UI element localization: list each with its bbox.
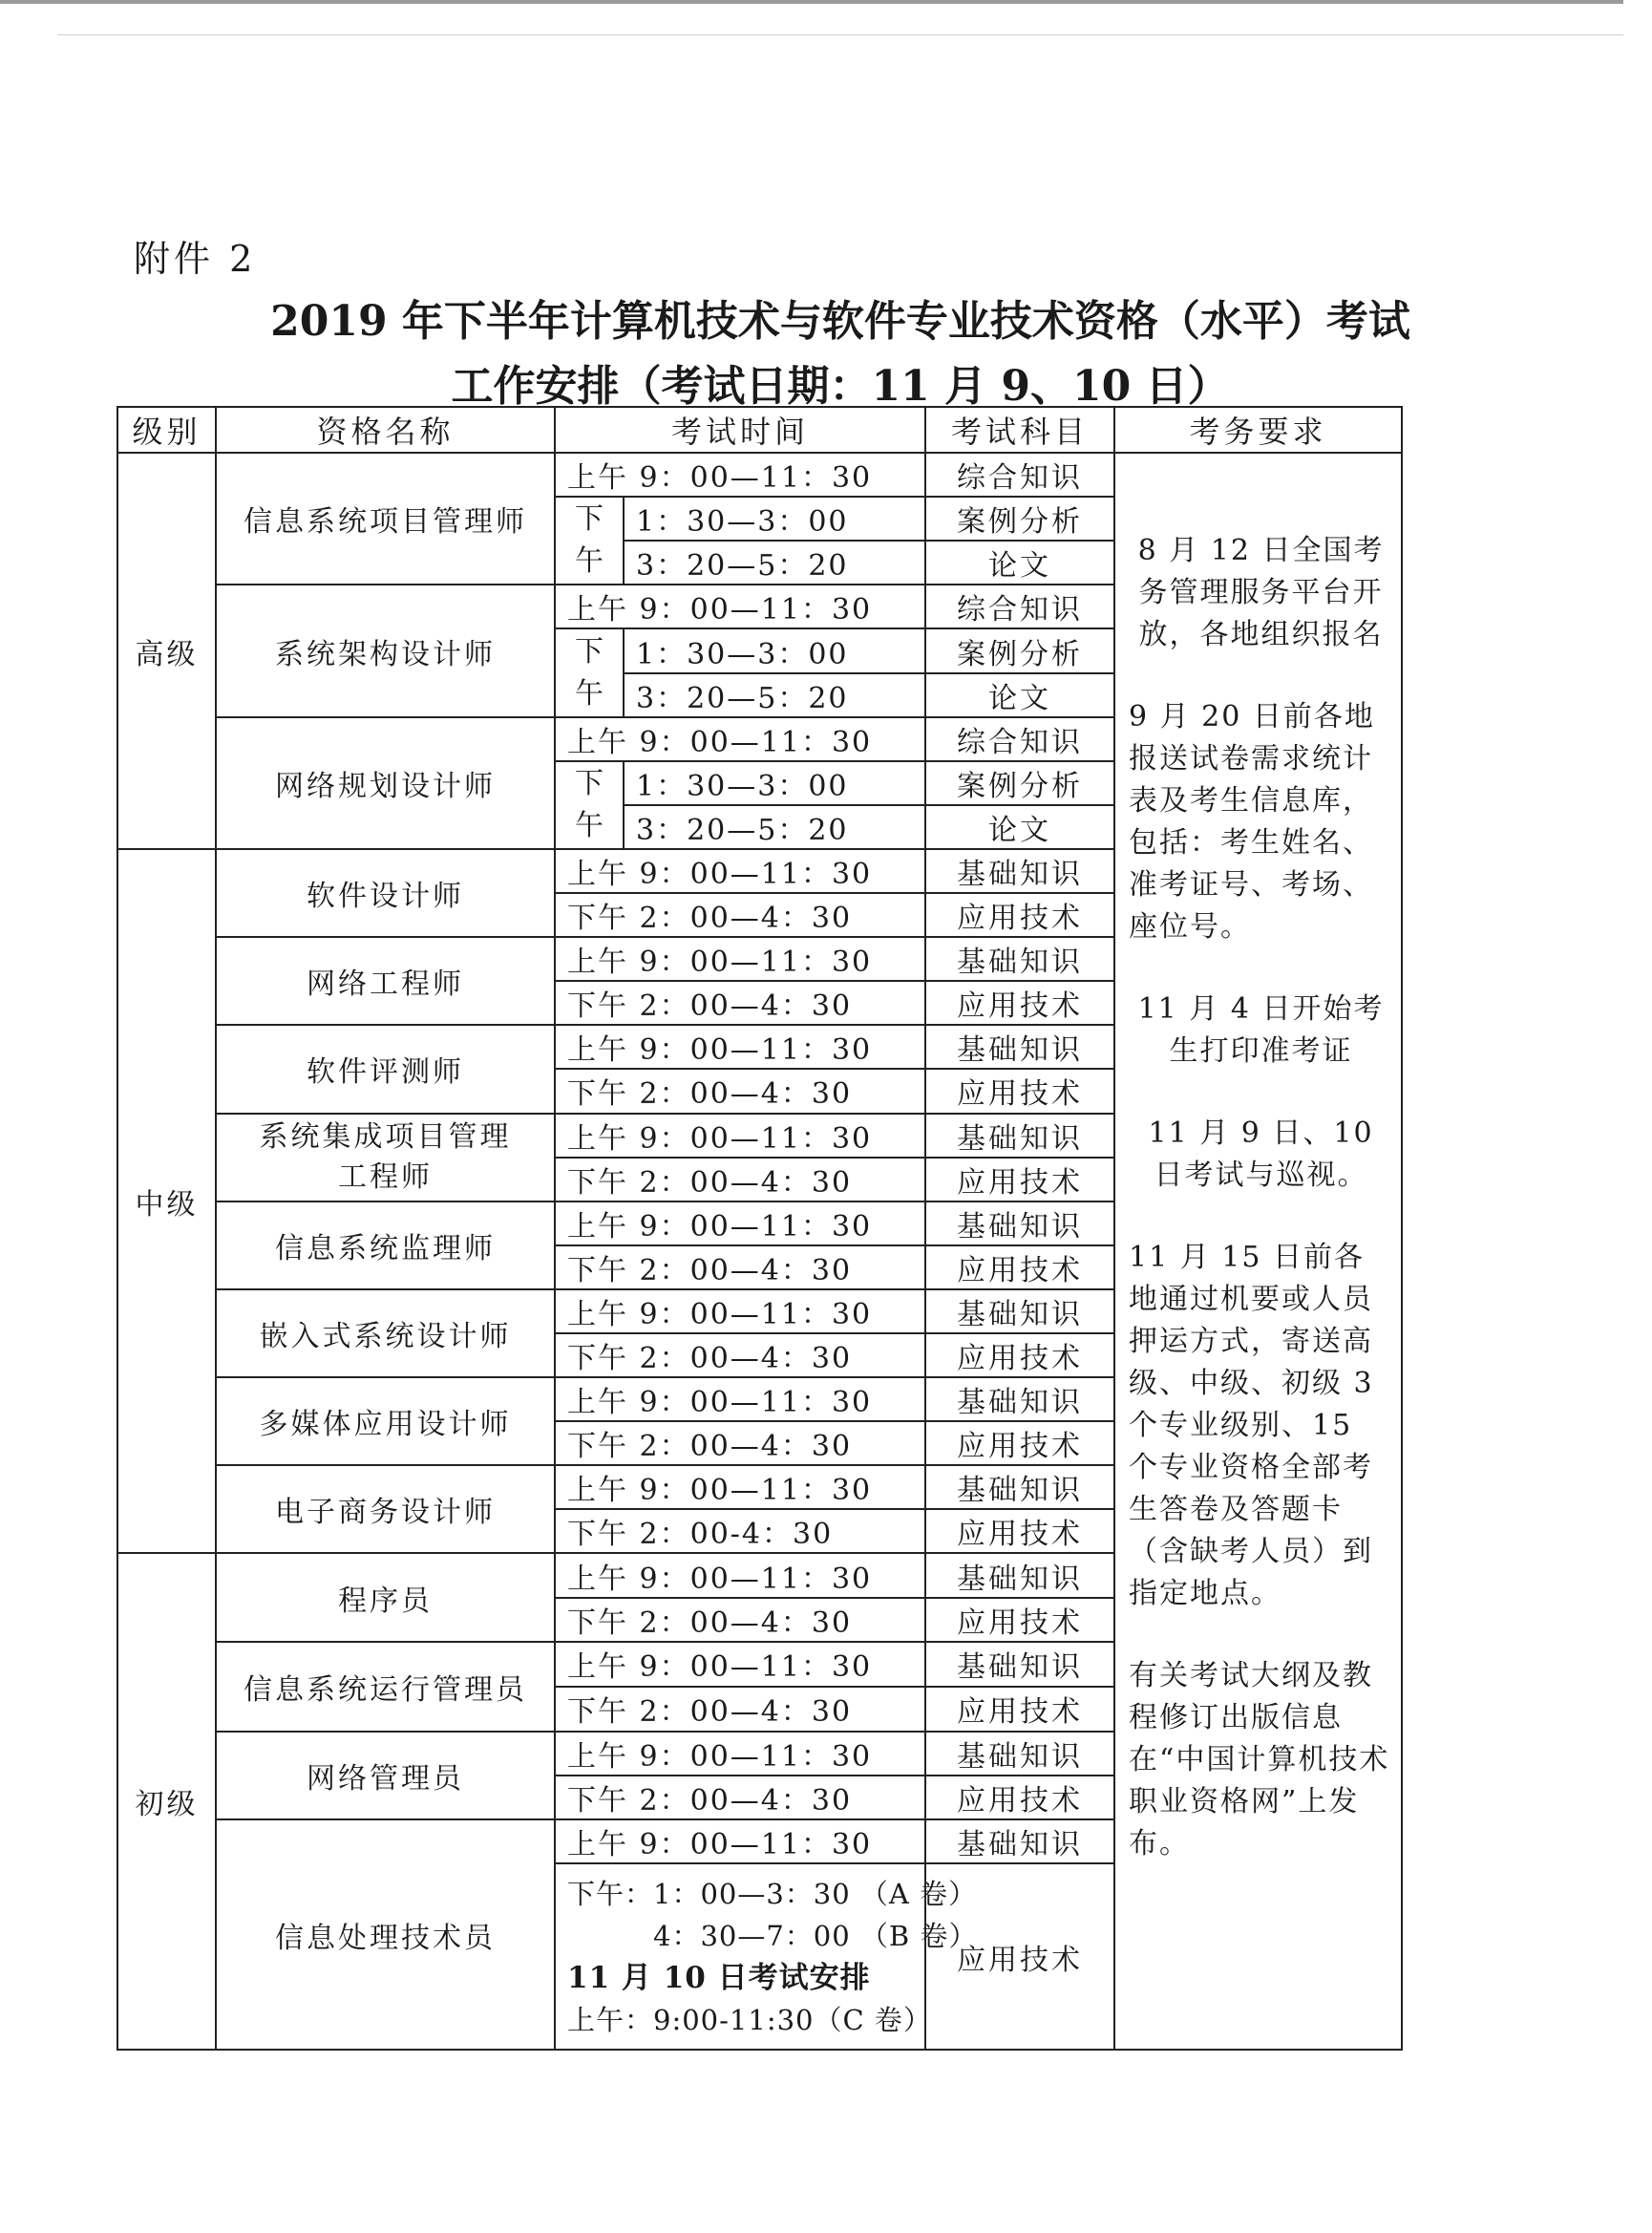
requirement-item: 9 月 20 日前各地报送试卷需求统计表及考生信息库，包括：考生姓名、准考证号、考场、座位号。: [1129, 700, 1375, 945]
exam-time-am: 上午 9：00—11：30: [555, 937, 925, 981]
exam-time-pm: 下午 2：00—4：30: [555, 893, 925, 937]
exam-time-pm: 下午 2：00—4：30: [555, 981, 925, 1025]
exam-time-am: 上午 9：00—11：30: [555, 1377, 925, 1421]
exam-time-am: 上午 9：00—11：30: [555, 849, 925, 893]
exam-time-pm: 1：30—3：00: [624, 497, 925, 541]
pm-label: 下 午: [555, 497, 624, 585]
exam-subject: 基础知识: [925, 937, 1114, 981]
exam-time-am: 上午 9：00—11：30: [555, 1202, 925, 1245]
exam-time-am: 上午 9：00—11：30: [555, 1465, 925, 1509]
exam-subject: 基础知识: [925, 1465, 1114, 1509]
nov10-time: 上午：9:00-11:30（C 卷）: [567, 2003, 932, 2036]
exam-time-pm: 下午 2：00-4：30: [555, 1509, 925, 1553]
exam-subject: 案例分析: [925, 761, 1114, 805]
qualification-name: 信息系统运行管理员: [216, 1642, 555, 1732]
exam-subject: 应用技术: [925, 1509, 1114, 1553]
exam-subject: 基础知识: [925, 1289, 1114, 1333]
nov10-heading: 11 月 10 日考试安排: [567, 1960, 871, 1995]
level-senior: 高级: [117, 453, 216, 849]
exam-time-pm: 3：20—5：20: [624, 673, 925, 717]
exam-time-am: 上午 9：00—11：30: [555, 1732, 925, 1776]
exam-subject: 应用技术: [925, 1421, 1114, 1465]
requirement-item: 有关考试大纲及教程修订出版信息在“中国计算机技术职业资格网”上发布。: [1129, 1659, 1390, 1861]
exam-schedule-table: [116, 406, 1403, 2051]
exam-subject: 应用技术: [925, 1158, 1114, 1202]
qualification-name: 信息系统项目管理师: [216, 453, 555, 585]
exam-subject: 案例分析: [925, 497, 1114, 541]
exam-subject: 论文: [925, 541, 1114, 585]
exam-subject: 应用技术: [925, 1069, 1114, 1113]
qualification-name: 多媒体应用设计师: [216, 1377, 555, 1465]
exam-subject: 综合知识: [925, 453, 1114, 497]
header-requirements: 考务要求: [1114, 407, 1402, 453]
pm-label: 下 午: [555, 628, 624, 716]
exam-time-pm: 下午 2：00—4：30: [555, 1158, 925, 1202]
level-junior: 初级: [117, 1553, 216, 2050]
scan-edge: [0, 0, 1623, 4]
exam-subject: 基础知识: [925, 1202, 1114, 1245]
exam-time-pm: 下午 2：00—4：30: [555, 1598, 925, 1642]
exam-subject: 基础知识: [925, 849, 1114, 893]
header-time: 考试时间: [555, 407, 925, 453]
exam-subject: 应用技术: [925, 1245, 1114, 1289]
exam-subject: 基础知识: [925, 1025, 1114, 1069]
pm-time-b: 4：30—7：00 （B 卷）: [653, 1919, 978, 1952]
exam-subject: 论文: [925, 673, 1114, 717]
qualification-name: 电子商务设计师: [216, 1465, 555, 1553]
exam-time-am: 上午 9：00—11：30: [555, 717, 925, 761]
qualification-name: 信息系统监理师: [216, 1202, 555, 1289]
exam-subject: 应用技术: [925, 1776, 1114, 1819]
exam-time-pm-multi: [555, 1863, 978, 2050]
exam-time-am: 上午 9：00—11：30: [555, 1553, 925, 1597]
exam-time-am: 上午 9：00—11：30: [555, 585, 925, 628]
exam-time-pm: 下午 2：00—4：30: [555, 1687, 925, 1732]
document-title-line-2: 工作安排（考试日期：11 月 9、10 日）: [451, 362, 1230, 411]
header-level: 级别: [117, 407, 216, 453]
scan-line: [57, 34, 1623, 35]
exam-time-pm: 下午 2：00—4：30: [555, 1069, 925, 1113]
requirement-item: 8 月 12 日全国考务管理服务平台开放，各地组织报名: [1137, 534, 1385, 652]
qualification-name: 网络规划设计师: [216, 717, 555, 849]
qualification-name: 系统集成项目管理 工程师: [216, 1114, 555, 1202]
exam-subject: 应用技术: [925, 1333, 1114, 1377]
exam-subject: 基础知识: [925, 1553, 1114, 1597]
requirements-cell: [1114, 453, 1402, 2050]
qualification-name: 软件设计师: [216, 849, 555, 937]
exam-time-pm: 下午 2：00—4：30: [555, 1421, 925, 1465]
pm-time-a: 下午：1：00—3：30 （A 卷）: [567, 1877, 978, 1910]
requirement-item: 11 月 4 日开始考生打印准考证: [1137, 992, 1385, 1069]
level-intermediate: 中级: [117, 849, 216, 1554]
exam-subject: 应用技术: [925, 1687, 1114, 1732]
exam-subject: 综合知识: [925, 585, 1114, 628]
qualification-name: 软件评测师: [216, 1025, 555, 1113]
exam-time-pm: 下午 2：00—4：30: [555, 1333, 925, 1377]
qualification-name: 网络管理员: [216, 1732, 555, 1819]
qualification-name: 网络工程师: [216, 937, 555, 1025]
exam-time-am: 上午 9：00—11：30: [555, 1289, 925, 1333]
header-subject: 考试科目: [925, 407, 1114, 453]
requirement-item: 11 月 15 日前各地通过机要或人员押运方式，寄送高级、中级、初级 3 个专业级别、15 个专业资格全部考生答卷及答题卡（含缺考人员）到指定地点。: [1129, 1241, 1374, 1611]
qualification-name: 系统架构设计师: [216, 585, 555, 716]
header-qualification: 资格名称: [216, 407, 555, 453]
exam-time-pm: 3：20—5：20: [624, 805, 925, 849]
attachment-label: 附件 2: [134, 238, 257, 280]
exam-time-pm: 1：30—3：00: [624, 761, 925, 805]
exam-time-pm: 下午 2：00—4：30: [555, 1776, 925, 1819]
exam-time-pm: 3：20—5：20: [624, 541, 925, 585]
exam-subject: 基础知识: [925, 1377, 1114, 1421]
exam-time-am: 上午 9：00—11：30: [555, 1114, 925, 1158]
exam-subject: 基础知识: [925, 1642, 1114, 1687]
exam-time-pm: 下午 2：00—4：30: [555, 1245, 925, 1289]
exam-subject: 应用技术: [925, 1863, 1114, 2050]
exam-subject: 应用技术: [925, 893, 1114, 937]
exam-time-pm: 1：30—3：00: [624, 628, 925, 672]
requirement-item: 11 月 9 日、10 日考试与巡视。: [1148, 1116, 1374, 1193]
exam-subject: 基础知识: [925, 1732, 1114, 1776]
table-row: [117, 453, 1402, 497]
exam-subject: 应用技术: [925, 1598, 1114, 1642]
exam-subject: 案例分析: [925, 628, 1114, 672]
exam-subject: 基础知识: [925, 1114, 1114, 1158]
qualification-name: 程序员: [216, 1553, 555, 1641]
exam-subject: 综合知识: [925, 717, 1114, 761]
table-header-row: [117, 407, 1402, 453]
exam-time-am: 上午 9：00—11：30: [555, 453, 925, 497]
exam-time-am: 上午 9：00—11：30: [555, 1642, 925, 1687]
qualification-name: 嵌入式系统设计师: [216, 1289, 555, 1377]
exam-subject: 应用技术: [925, 981, 1114, 1025]
qualification-name: 信息处理技术员: [216, 1819, 555, 2050]
document-title-line-1: 2019 年下半年计算机技术与软件专业技术资格（水平）考试: [270, 297, 1410, 346]
exam-time-am: 上午 9：00—11：30: [555, 1025, 925, 1069]
pm-label: 下 午: [555, 761, 624, 849]
exam-subject: 基础知识: [925, 1819, 1114, 1863]
exam-time-am: 上午 9：00—11：30: [555, 1819, 925, 1863]
exam-subject: 论文: [925, 805, 1114, 849]
